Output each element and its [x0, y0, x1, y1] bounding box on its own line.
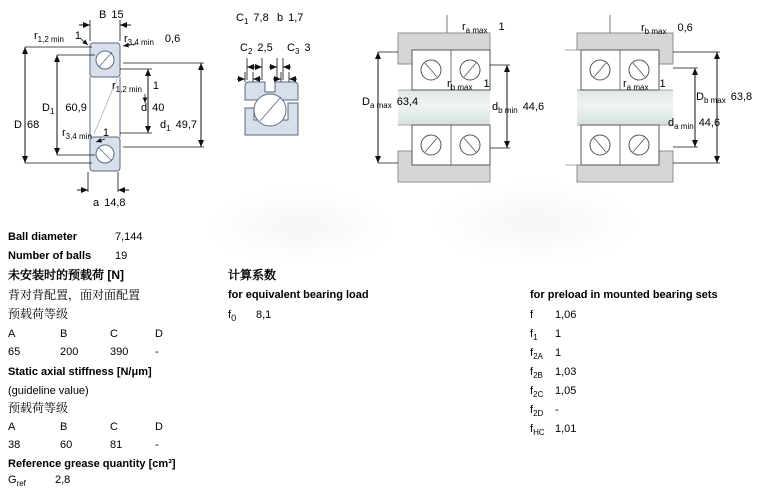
- preload-title: 未安装时的预载荷 [N]: [8, 268, 124, 282]
- dim-C1-label: $C_1$ 7,8: [236, 12, 269, 27]
- dim-rb-max2-label: $r_{b max}$ 0,6: [641, 22, 693, 37]
- dim-C3-label: $C_3$ 3: [287, 42, 311, 57]
- dim-r12-min-mid-label: $r_{1,2 min}$ 1: [112, 80, 160, 95]
- diagram-bearing-detail: [237, 58, 298, 135]
- calc-title: 计算系数: [228, 268, 277, 282]
- number-of-balls-label: Number of balls: [8, 250, 92, 262]
- dim-r12-min-top-label: $r_{1,2 min}$ 1: [34, 30, 82, 45]
- factor-row-f: f 1,06: [530, 309, 577, 321]
- calc-subtitle: for equivalent bearing load: [228, 289, 369, 301]
- grease-title: Reference grease quantity [cm³]: [8, 458, 176, 470]
- factor-row-fHC: $f_{HC}$ 1,01: [530, 423, 577, 438]
- factor-row-f2A: $f_{2A}$ 1: [530, 347, 562, 362]
- dim-D-label: D 68: [14, 119, 40, 131]
- dim-r34-min-top-label: $r_{3,4 min}$ 0,6: [124, 33, 181, 48]
- dim-C2-label: $C_2$ 2,5: [240, 42, 273, 57]
- factor-row-f2D: $f_{2D}$ -: [530, 404, 559, 419]
- dim-db-min-label: $d_{b min}$ 44,6: [492, 101, 545, 116]
- dim-Da-max-label: $D_{a max}$ 63,4: [362, 96, 419, 111]
- preload-values: 65 200 390 -: [8, 346, 159, 358]
- dim-da-min-label: $d_{a min}$ 44,6: [668, 117, 721, 132]
- preload-subtitle: 背对背配置，面对面配置: [8, 288, 141, 302]
- preload-headers: A B C D: [8, 328, 163, 340]
- factor-row-f0: $f_0$ 8,1: [228, 309, 272, 324]
- dim-d-label: d 40: [141, 102, 165, 114]
- grease-row: $G_{ref}$ 2,8: [8, 474, 71, 489]
- stiffness-class-label: 预载荷等级: [8, 401, 69, 415]
- ball-diameter-value: 7,144: [115, 231, 143, 243]
- factor-row-f2C: $f_{2C}$ 1,05: [530, 385, 577, 400]
- stiffness-values: 38 60 81 -: [8, 439, 159, 451]
- stiffness-title: Static axial stiffness [N/μm]: [8, 366, 152, 378]
- preload-factors-title: for preload in mounted bearing sets: [530, 289, 718, 301]
- dim-d1-label: $d_1$ 49,7: [160, 119, 197, 134]
- ball-diameter-label: Ball diameter: [8, 231, 78, 243]
- factor-row-f2B: $f_{2B}$ 1,03: [530, 366, 577, 381]
- dim-ra-max2-label: $r_{a max}$ 1: [623, 78, 666, 93]
- dim-rb-max-label: $r_{b max}$ 1: [447, 78, 490, 93]
- number-of-balls-value: 19: [115, 250, 128, 262]
- dim-b-label: b 1,7: [277, 12, 304, 24]
- stiffness-headers: A B C D: [8, 421, 163, 433]
- stiffness-subtitle: (guideline value): [8, 385, 89, 397]
- dim-ra-max-label: $r_{a max}$ 1: [462, 21, 505, 36]
- factor-row-f1: $f_1$ 1: [530, 328, 562, 343]
- dim-Db-max-label: $D_{b max}$ 63,8: [696, 91, 753, 106]
- dim-a-label: a 14,8: [93, 197, 126, 209]
- dim-D1-label: $D_1$ 60,9: [42, 102, 87, 117]
- dim-r34-min-mid-label: $r_{3,4 min}$ 1: [62, 127, 110, 142]
- dim-B-label: B 15: [99, 9, 124, 21]
- preload-class-label: 预载荷等级: [8, 307, 69, 321]
